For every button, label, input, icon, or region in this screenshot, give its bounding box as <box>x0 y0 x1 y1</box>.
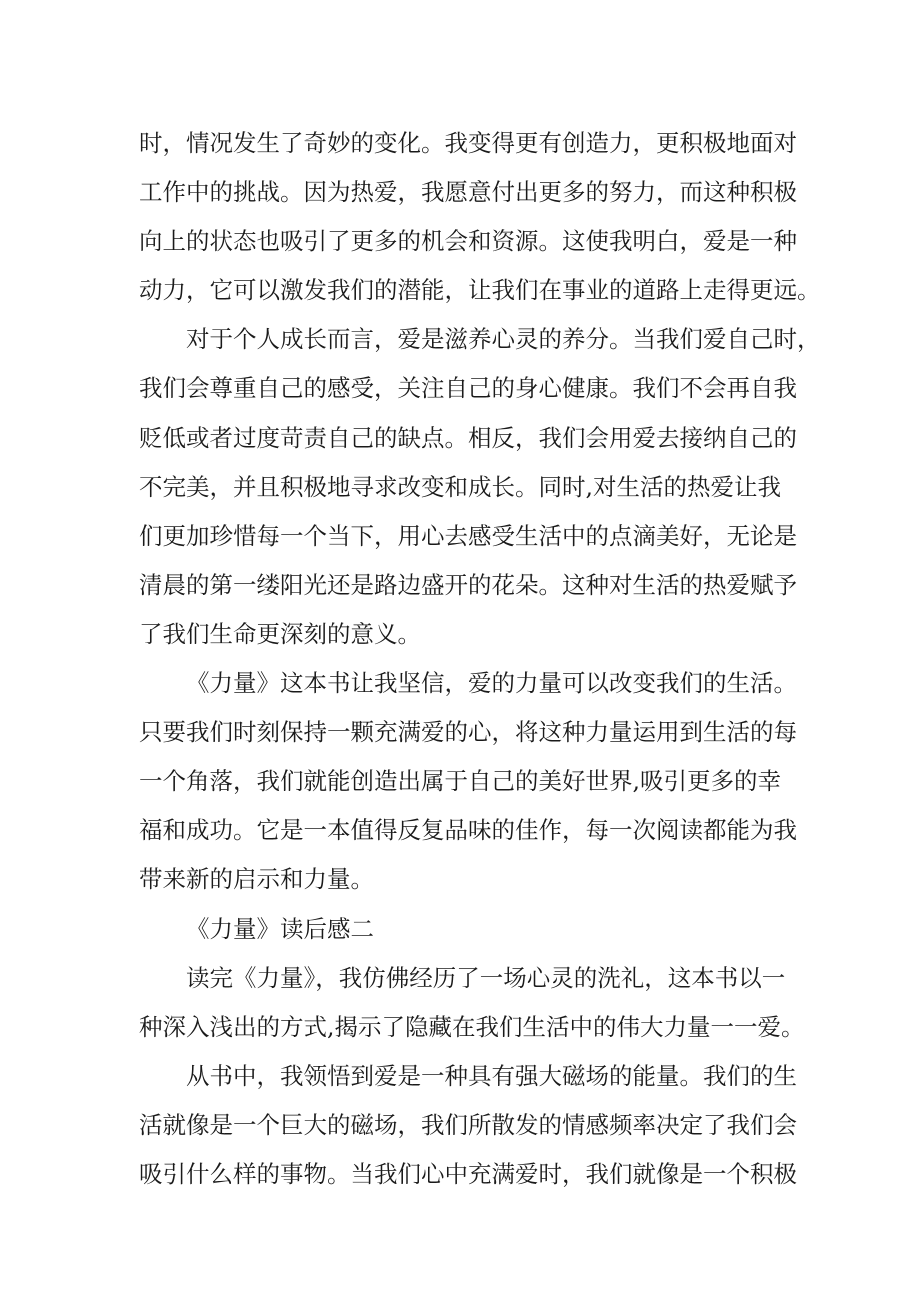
text-line-22: 吸引什么样的事物。当我们心中充满爱时，我们就像是一个积极 <box>139 1159 797 1188</box>
text-line-12: 《力量》这本书让我坚信，爱的力量可以改变我们的生活。 <box>186 669 797 698</box>
text-line-4: 动力，它可以激发我们的潜能，让我们在事业的道路上走得更远。 <box>139 276 821 305</box>
text-line-19: 种深入浅出的方式,揭示了隐藏在我们生活中的伟大力量一一爱。 <box>139 1012 805 1041</box>
text-line-10: 清晨的第一缕阳光还是路边盛开的花朵。这种对生活的热爱赋予 <box>139 570 797 599</box>
text-line-21: 活就像是一个巨大的磁场，我们所散发的情感频率决定了我们会 <box>139 1110 797 1139</box>
text-line-16: 带来新的启示和力量。 <box>139 865 374 894</box>
text-line-8: 不完美，并且积极地寻求改变和成长。同时,对生活的热爱让我 <box>139 472 781 501</box>
text-line-7: 贬低或者过度苛责自己的缺点。相反，我们会用爱去接纳自己的 <box>139 423 797 452</box>
text-line-14: 一个角落，我们就能创造出属于自己的美好世界,吸引更多的幸 <box>139 767 781 796</box>
text-line-9: 们更加珍惜每一个当下，用心去感受生活中的点滴美好，无论是 <box>139 521 797 550</box>
text-line-20: 从书中，我领悟到爱是一种具有强大磁场的能量。我们的生 <box>186 1061 797 1090</box>
text-line-2: 工作中的挑战。因为热爱，我愿意付出更多的努力，而这种积极 <box>139 178 797 207</box>
text-line-15: 福和成功。它是一本值得反复品味的佳作，每一次阅读都能为我 <box>139 816 797 845</box>
document-body <box>139 119 821 1199</box>
text-line-6: 我们会尊重自己的感受，关注自己的身心健康。我们不会再自我 <box>139 374 797 403</box>
text-line-1: 时，情况发生了奇妙的变化。我变得更有创造力，更积极地面对 <box>139 129 797 157</box>
text-line-18: 读完《力量》，我仿佛经历了一场心灵的洗礼，这本书以一 <box>186 963 786 992</box>
text-line-13: 只要我们时刻保持一颗充满爱的心，将这种力量运用到生活的每 <box>139 718 797 747</box>
text-line-3: 向上的状态也吸引了更多的机会和资源。这使我明白，爱是一种 <box>139 227 797 256</box>
text-line-5: 对于个人成长而言，爱是滋养心灵的养分。当我们爱自己时， <box>186 325 821 354</box>
text-line-11: 了我们生命更深刻的意义。 <box>139 619 421 648</box>
section-heading: 《力量》读后感二 <box>186 914 374 943</box>
